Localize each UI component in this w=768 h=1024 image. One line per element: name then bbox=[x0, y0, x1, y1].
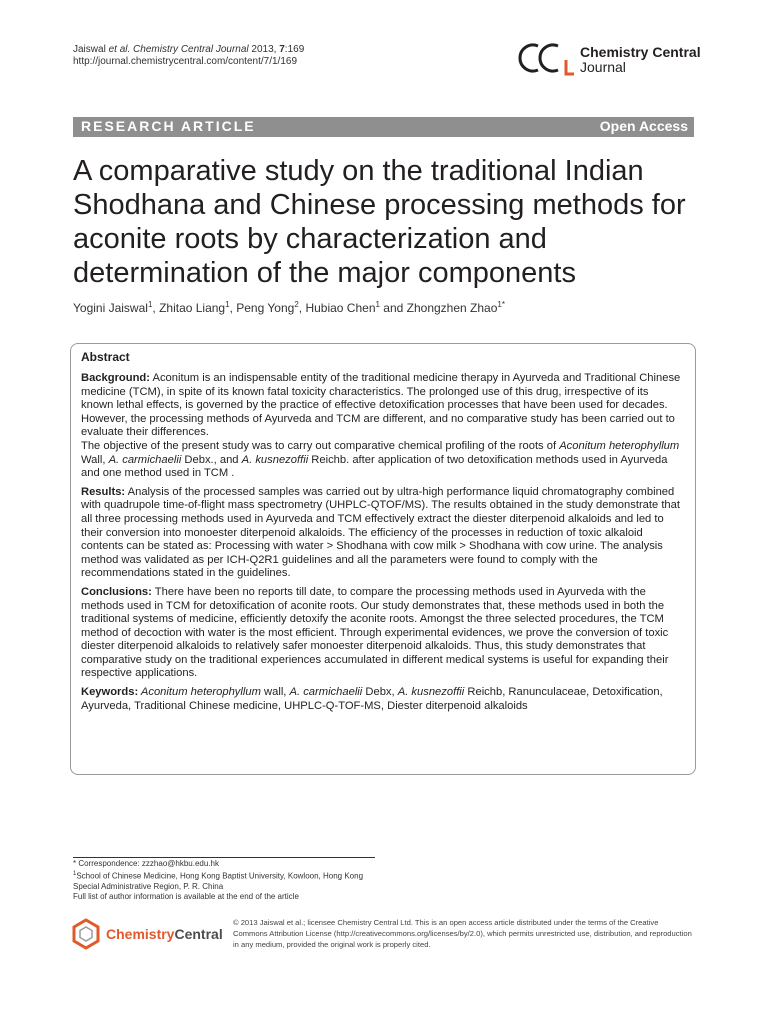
abstract-heading: Abstract bbox=[81, 350, 130, 364]
cite-year: 2013, bbox=[248, 44, 280, 55]
objective-text: The objective of the present study was to carry out comparative chemical profiling of the roots of bbox=[81, 439, 560, 452]
keyword-text: wall, bbox=[260, 686, 290, 699]
publisher-logo-name-b: Central bbox=[174, 926, 223, 942]
header-citation bbox=[73, 43, 304, 56]
license-text: © 2013 Jaiswal et al.; licensee Chemistry Central Ltd. This is an open access article distributed under the terms of the Creative Commons Attribution License (http://creativecommons.org/licenses/by/2.0), which permits unrestricted use, distribution, and reproduction in any medium, provided the original work is properly cited. bbox=[233, 918, 692, 949]
cite-pages: :169 bbox=[284, 44, 305, 55]
author-info-note: Full list of author information is available at the end of the article bbox=[73, 891, 299, 901]
journal-logo-name: Chemistry Central bbox=[580, 44, 701, 60]
author-affiliation-sup: 2 bbox=[294, 300, 299, 309]
abstract-background bbox=[81, 372, 683, 440]
author-separator: and bbox=[379, 301, 407, 315]
author-affiliation-sup: 1 bbox=[375, 300, 380, 309]
keyword-text: Debx, bbox=[362, 686, 398, 699]
species-name: A. carmichaelii bbox=[108, 453, 182, 466]
objective-text: Debx., and bbox=[181, 453, 242, 466]
cite-volume: 7 bbox=[279, 44, 285, 55]
conclusions-label: Conclusions: bbox=[81, 585, 152, 598]
species-name: Aconitum heterophyllum bbox=[559, 439, 680, 452]
footnote-divider bbox=[73, 857, 375, 858]
affiliation-sup: 1 bbox=[73, 871, 77, 877]
article-type-label: RESEARCH ARTICLE bbox=[81, 118, 256, 134]
background-label: Background: bbox=[81, 372, 150, 384]
cite-journal: Chemistry Central Journal bbox=[130, 44, 249, 55]
author-name[interactable]: Zhitao Liang bbox=[159, 301, 226, 315]
correspondence-note[interactable]: * Correspondence: zzzhao@hkbu.edu.hk bbox=[73, 859, 219, 868]
conclusions-text: There have been no reports till date, to compare the processing methods used in Ayurveda with the methods used in TCM for detoxification of aconite roots. Our study demonstrates that, these methods used in both the traditional systems of medicine, efficiently detoxify the aconite roots. Amongst the three selected procedures, the TCM method of decoction with water is the most efficient. Through experimental evidences, we prove the conversion of toxic diester diterpenoid alkaloids to relatively safer monoester diterpenoid alkaloids. Thus, this study demonstrates that comparative study on the traditional experiences accumulated in different medical systems is useful for expanding their respective applications. bbox=[81, 585, 669, 680]
author-list bbox=[73, 300, 693, 315]
abstract-results bbox=[81, 486, 683, 581]
journal-logo-sub: Journal bbox=[580, 59, 626, 75]
open-access-label: Open Access bbox=[599, 118, 688, 134]
publisher-logo-name bbox=[106, 926, 223, 942]
footnotes bbox=[73, 859, 373, 902]
hexagon-logo-icon bbox=[70, 918, 102, 950]
abstract-conclusions bbox=[81, 586, 683, 681]
publisher-logo bbox=[70, 918, 223, 952]
background-text: Aconitum is an indispensable entity of the traditional medicine therapy in Ayurveda and Traditional Chinese medicine (TCM), in spite of its known fatal toxicity characteristics. The prolonged use of this drug, irrespective of its known lethal effects, is governed by the practice of effective detoxification processes that have been used for decades. However, the processing methods of Ayurveda and TCM are different, and no comparative study has been carried out to evaluate their differences. bbox=[81, 372, 681, 439]
abstract-box bbox=[70, 343, 696, 775]
cite-etal: et al. bbox=[105, 44, 131, 55]
author-name[interactable]: Yogini Jaiswal bbox=[73, 301, 148, 315]
species-name: A. kusnezoffii bbox=[241, 453, 309, 466]
author-affiliation-sup: 1* bbox=[497, 300, 505, 309]
keyword-text: Reichb, Ranunculaceae, Detoxification, Ayurveda, Traditional Chinese medicine, UHPLC-Q-TOF-MS, Diester diterpenoid alkaloids bbox=[81, 686, 663, 712]
abstract-keywords bbox=[81, 686, 683, 713]
author-name[interactable]: Peng Yong bbox=[236, 301, 295, 315]
author-separator: , bbox=[152, 301, 160, 315]
results-label: Results: bbox=[81, 485, 126, 498]
cite-author: Jaiswal bbox=[73, 44, 106, 55]
keyword-species: Aconitum heterophyllum bbox=[138, 686, 261, 699]
author-affiliation-sup: 1 bbox=[225, 300, 230, 309]
author-separator: , bbox=[298, 301, 306, 315]
publisher-logo-name-a: Chemistry bbox=[106, 926, 175, 942]
chemistry-central-logo-icon bbox=[518, 40, 576, 76]
objective-text: Wall, bbox=[81, 453, 109, 466]
keyword-species: A. kusnezoffii bbox=[397, 686, 465, 699]
keyword-species: A. carmichaelii bbox=[289, 686, 363, 699]
affiliation-text: School of Chinese Medicine, Hong Kong Baptist University, Kowloon, Hong Kong Special Administrative Region, P. R. China bbox=[73, 871, 364, 891]
objective-text: Reichb. after application of two detoxification methods used in Ayurveda and one method used in TCM . bbox=[81, 453, 668, 480]
article-type-bar bbox=[73, 117, 694, 137]
author-name[interactable]: Hubiao Chen bbox=[305, 301, 376, 315]
results-text: Analysis of the processed samples was carried out by ultra-high performance liquid chromatography combined with quadrupole time-of-flight mass spectrometry (UHPLC-QTOF/MS). The results obtained in the study demonstrate that all three processing methods used in Ayurveda and TCM effectively extract the diester diterpenoid alkaloids and led to their conversion into monoester diterpenoid alkaloids. The efficiency of the processes in reduction of toxic alkaloid contents can be stated as: Processing with water > Shodhana with cow milk > Shodhana with cow urine. The analysis method was validated as per ICH-Q2R1 guidelines and all the parameters were found to comply with the recommendations stated in the guidelines. bbox=[81, 485, 680, 580]
abstract-objective bbox=[81, 440, 683, 481]
affiliation-note bbox=[73, 869, 373, 892]
author-separator: , bbox=[229, 301, 237, 315]
author-affiliation-sup: 1 bbox=[147, 300, 153, 309]
author-name[interactable]: Zhongzhen Zhao bbox=[406, 301, 498, 315]
article-title: A comparative study on the traditional Indian Shodhana and Chinese processing methods for aconite roots by characterization and determination of the major components bbox=[73, 155, 686, 289]
article-url-link[interactable]: http://journal.chemistrycentral.com/content/7/1/169 bbox=[73, 56, 298, 67]
journal-logo bbox=[518, 38, 701, 78]
keywords-label: Keywords: bbox=[81, 686, 139, 699]
